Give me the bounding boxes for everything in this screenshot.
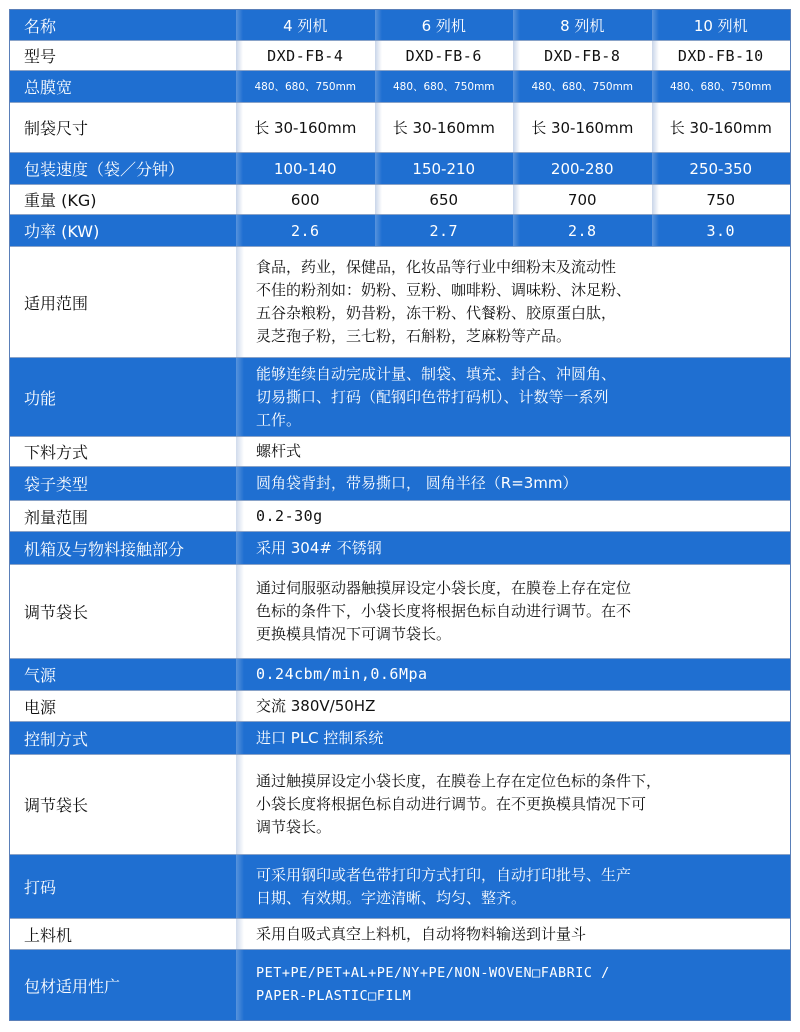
model-column-6: 6 列机 (375, 10, 514, 40)
control-label: 控制方式 (24, 729, 89, 749)
model-column-10: 10 列机 (652, 10, 791, 40)
air-text: 0.24cbm/min,0.6Mpa (256, 665, 428, 683)
power-supply-row (10, 690, 790, 722)
model-value: DXD-FB-8 (513, 41, 652, 70)
bag-size-value: 长 30-160mm (375, 103, 514, 152)
power-value: 2.8 (513, 215, 652, 246)
header-label: 名称 (24, 16, 57, 36)
scope-text: 食品，药业，保健品，化妆品等行业中细粉末及流动性 不佳的粉剂如：奶粉、豆粉、咖啡粉、调味粉、沐足粉、 五谷杂粮粉，奶昔粉，冻干粉、代餐粉、胶原蛋白肽， 灵芝孢子粉，三七粉，石斛粉，芝麻粉等产品。 (256, 258, 632, 345)
loader-label: 上料机 (24, 925, 73, 945)
power-row (10, 215, 790, 246)
weight-label: 重量 (KG) (24, 191, 97, 210)
bag-type-row (10, 467, 790, 500)
power-value: 2.7 (375, 215, 514, 246)
coding-text: 可采用钢印或者色带打印方式打印，自动打印批号、生产 日期、有效期。字迹清晰、均匀、整齐。 (256, 865, 632, 907)
dose-range-text: 0.2-30g (256, 506, 323, 525)
bag-size-value: 长 30-160mm (513, 103, 652, 152)
model-row (10, 40, 790, 71)
power-supply-text: 交流 380V/50HZ (256, 696, 376, 715)
weight-value: 750 (652, 185, 791, 214)
loader-row (10, 918, 790, 950)
speed-value: 100-140 (236, 153, 375, 184)
feeding-text: 螺杆式 (256, 442, 302, 460)
power-value: 3.0 (652, 215, 791, 246)
bag-size-row (10, 102, 790, 153)
adjust-length-row-1 (10, 564, 790, 659)
speed-label: 包装速度（袋／分钟） (24, 160, 185, 179)
material-row (10, 532, 790, 564)
packaging-label: 包材适用性广 (24, 976, 121, 996)
power-supply-label: 电源 (24, 697, 57, 717)
material-text: 采用 304# 不锈钢 (256, 538, 382, 557)
adjust-length-text: 通过伺服驱动器触摸屏设定小袋长度，在膜卷上存在定位 色标的条件下，小袋长度将根据色标自动进行调节。在不 更换模具情况下可调节袋长。 (256, 579, 632, 643)
packaging-text: PET+PE/PET+AL+PE/NY+PE/NON-WOVEN□FABRIC / PAPER-PLASTIC□FILM (256, 965, 610, 1004)
material-label: 机箱及与物料接触部分 (24, 539, 185, 559)
function-row (10, 358, 790, 436)
scope-row (10, 246, 790, 358)
bag-type-label: 袋子类型 (24, 475, 89, 494)
spec-table (9, 9, 791, 1021)
adjust-length-label: 调节袋长 (24, 796, 89, 815)
film-width-value: 480、680、750mm (652, 71, 791, 102)
model-value: DXD-FB-6 (375, 41, 514, 70)
speed-value: 200-280 (513, 153, 652, 184)
adjust-length-label: 调节袋长 (24, 603, 89, 622)
feeding-label: 下料方式 (24, 443, 89, 462)
weight-value: 600 (236, 185, 375, 214)
speed-value: 250-350 (652, 153, 791, 184)
scope-label: 适用范围 (24, 293, 89, 313)
speed-value: 150-210 (375, 153, 514, 184)
air-label: 气源 (24, 666, 57, 685)
function-label: 功能 (24, 388, 57, 408)
model-column-4: 4 列机 (236, 10, 375, 40)
model-column-8: 8 列机 (513, 10, 652, 40)
air-row (10, 659, 790, 690)
loader-text: 采用自吸式真空上料机，自动将物料输送到计量斗 (256, 924, 587, 943)
bag-size-label: 制袋尺寸 (24, 119, 89, 138)
weight-row (10, 184, 790, 215)
control-text: 进口 PLC 控制系统 (256, 728, 384, 747)
film-width-value: 480、680、750mm (236, 71, 375, 102)
power-label: 功率 (KW) (24, 222, 100, 241)
bag-size-value: 长 30-160mm (236, 103, 375, 152)
header-row (10, 10, 790, 40)
coding-row (10, 855, 790, 918)
adjust-length-text: 通过触摸屏设定小袋长度，在膜卷上存在定位色标的条件下， 小袋长度将根据色标自动进行调节。在不更换模具情况下可 调节袋长。 (256, 772, 662, 836)
adjust-length-row-2 (10, 754, 790, 855)
function-text: 能够连续自动完成计量、制袋、填充、封合、冲圆角、 切易撕口、打码（配钢印色带打码机）、计数等一系列 工作。 (256, 364, 617, 429)
weight-value: 700 (513, 185, 652, 214)
feeding-row (10, 436, 790, 467)
film-width-label: 总膜宽 (24, 78, 73, 97)
bag-type-text: 圆角袋背封，带易撕口， 圆角半径（R=3mm） (256, 474, 578, 492)
film-width-value: 480、680、750mm (513, 71, 652, 102)
packaging-row (10, 950, 790, 1020)
control-row (10, 722, 790, 754)
weight-value: 650 (375, 185, 514, 214)
power-value: 2.6 (236, 215, 375, 246)
model-label: 型号 (24, 47, 57, 66)
film-width-row (10, 71, 790, 102)
dose-range-label: 剂量范围 (24, 507, 89, 527)
coding-label: 打码 (24, 878, 57, 897)
model-value: DXD-FB-10 (652, 41, 791, 70)
speed-row (10, 153, 790, 184)
bag-size-value: 长 30-160mm (652, 103, 791, 152)
model-value: DXD-FB-4 (236, 41, 375, 70)
dose-range-row (10, 500, 790, 532)
film-width-value: 480、680、750mm (375, 71, 514, 102)
